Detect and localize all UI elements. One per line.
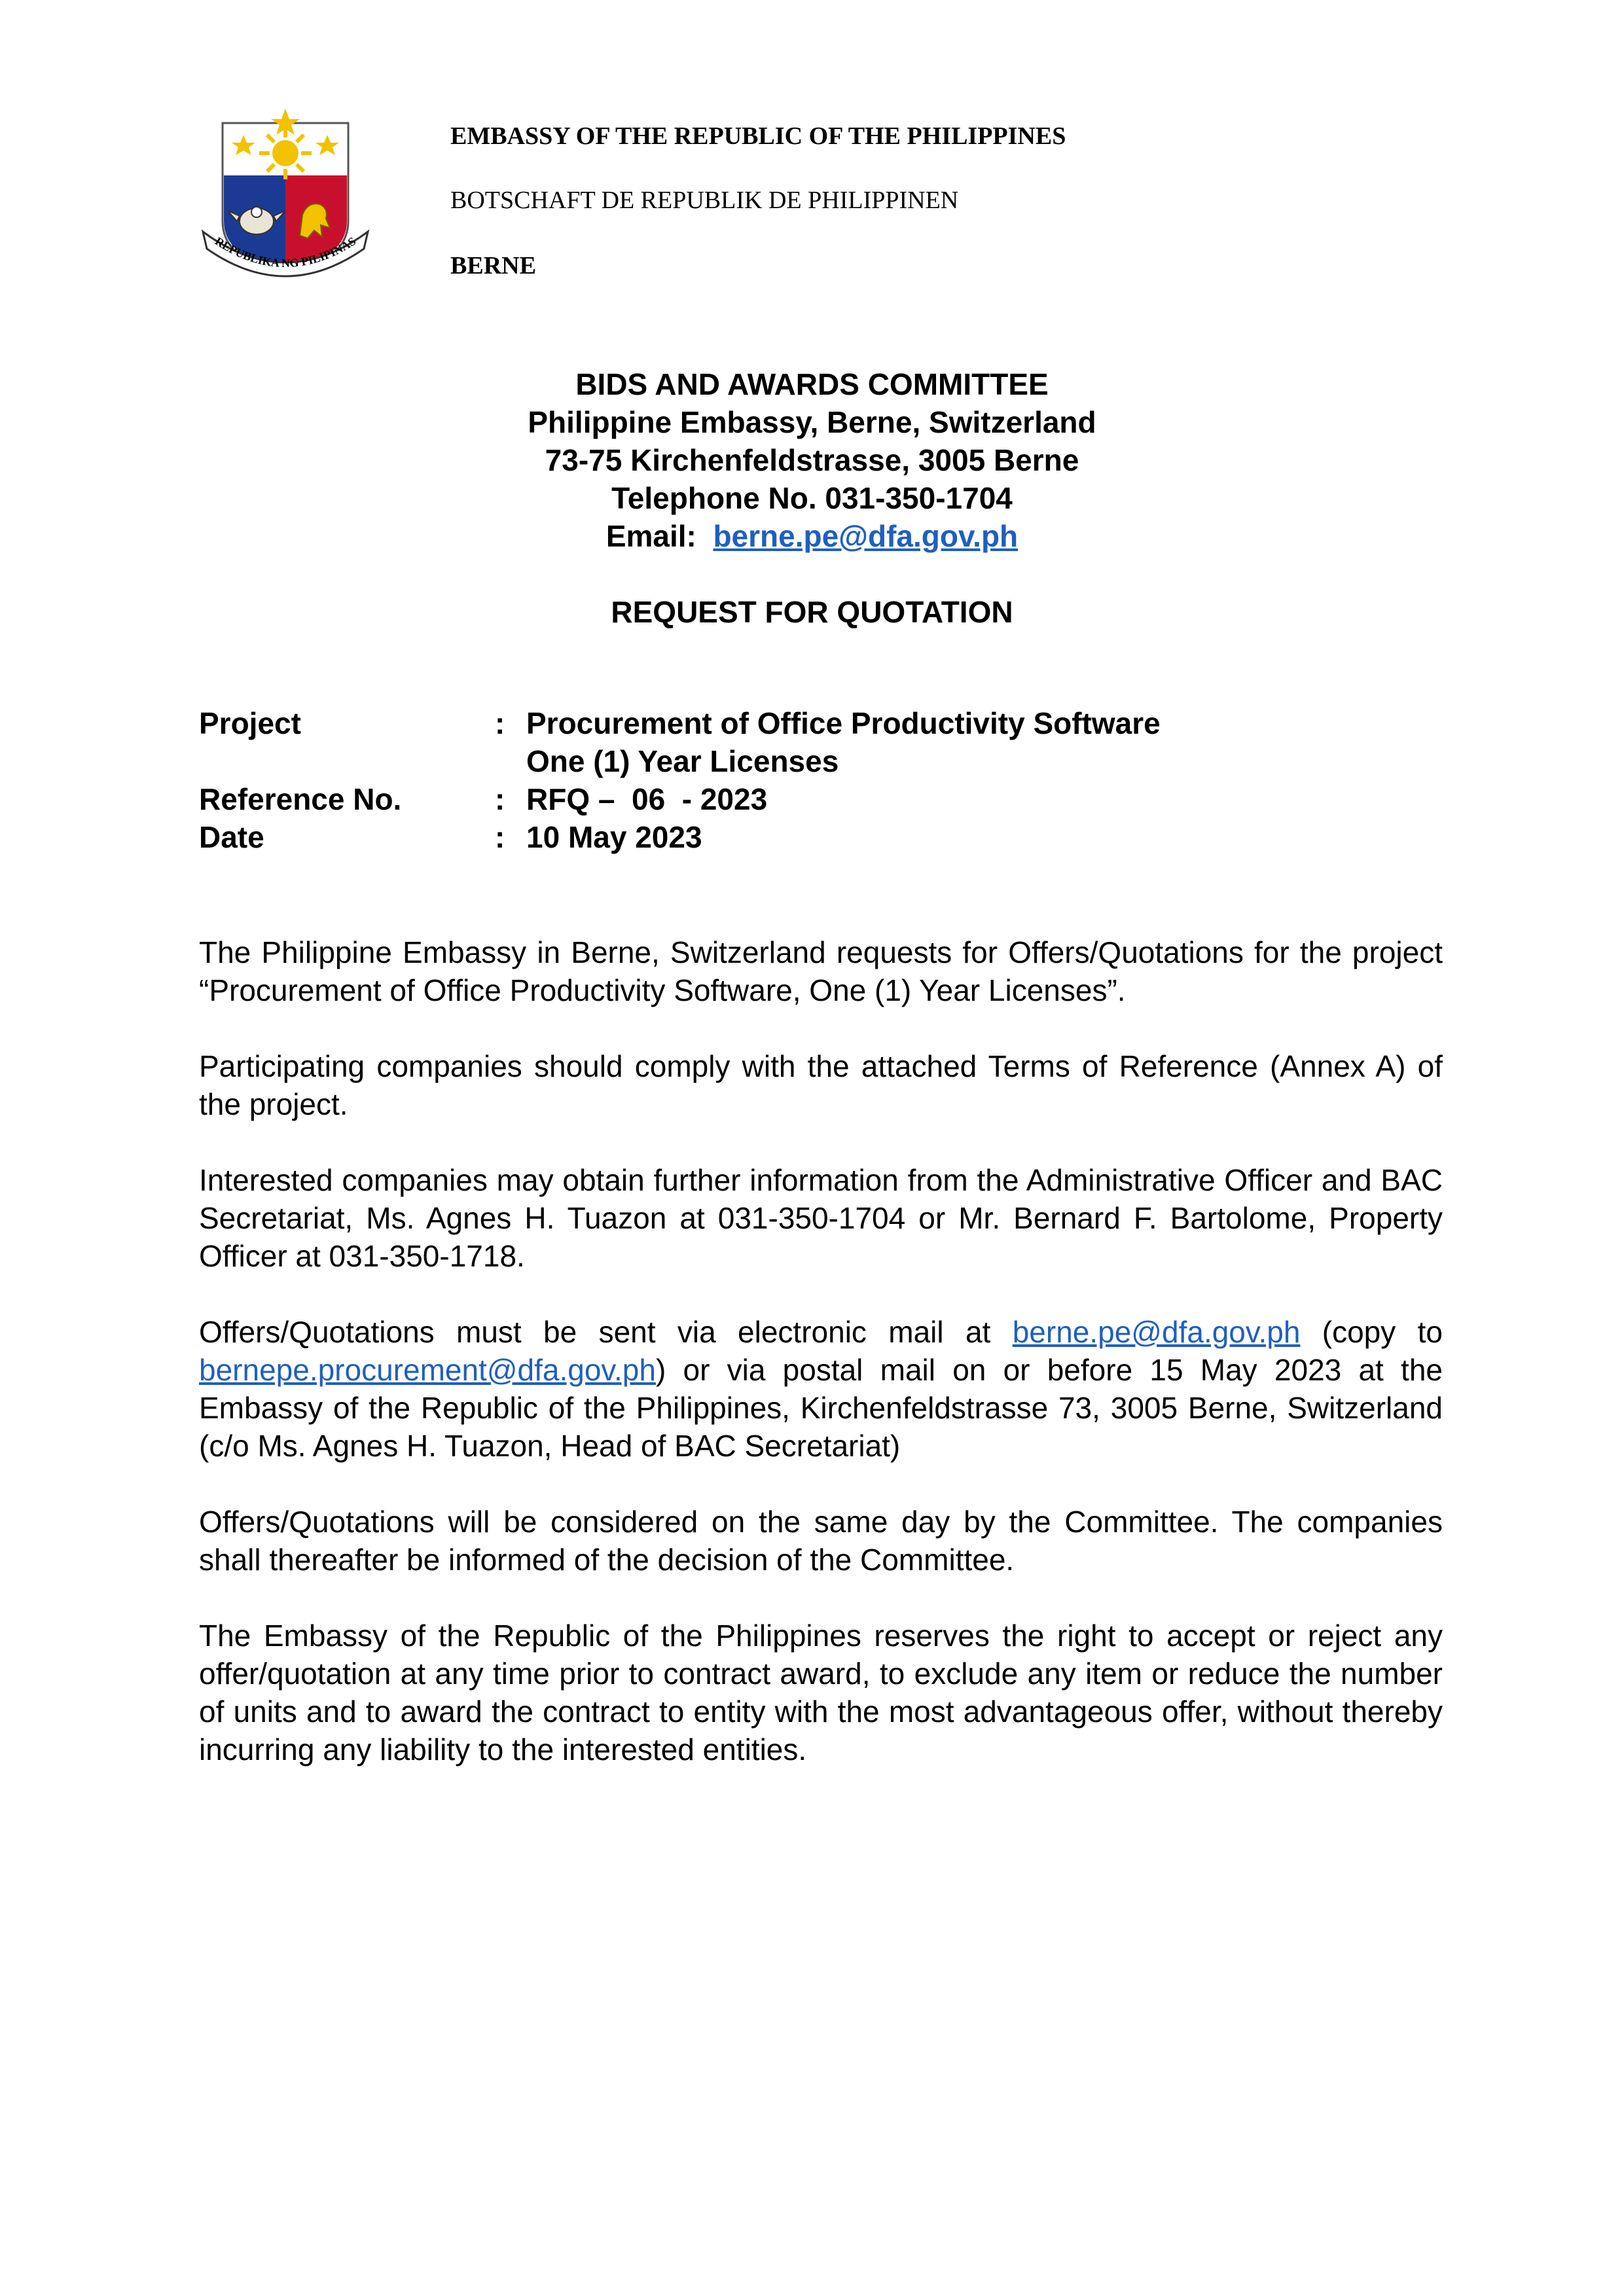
committee-block [0, 365, 1624, 555]
body-paragraph-contacts: Interested companies may obtain further information from the Administrative Officer and BAC Secretariat, Ms. Agnes H. Tuazon at 031-350-1704 or Mr. Bernard F. Bartolome, Property Officer at 031-350-1718. [199, 1163, 1443, 1273]
meta-reference-row [199, 780, 1161, 818]
submission-email-link[interactable]: berne.pe@dfa.gov.ph [1012, 1315, 1301, 1349]
meta-colon: : [495, 706, 505, 740]
procurement-email-link[interactable]: bernepe.procurement@dfa.gov.ph [199, 1353, 656, 1387]
meta-project-row [199, 704, 1161, 742]
body-paragraph-reservation: The Embassy of the Republic of the Philippines reserves the right to accept or reject any offer/quotation at any time prior to contract award, to exclude any item or reduce the number of units and to award the contract to entity with the most advantageous offer, without thereby incurring any liability to the interested entities. [199, 1619, 1443, 1767]
letterhead-city: BERNE [450, 252, 536, 279]
meta-project-label: Project [199, 706, 301, 740]
rfq-meta [199, 704, 1161, 856]
committee-email-line [0, 517, 1624, 555]
meta-date-value: 10 May 2023 [526, 820, 702, 854]
coat-of-arms-icon [196, 97, 374, 288]
submission-text-b: (copy to [1300, 1315, 1443, 1349]
body-paragraph-submission [199, 1313, 1443, 1465]
submission-text-c: ) or via postal mail on or before 15 May 2023 at the Embassy of the Republic of the Philippines, Kirchenfeldstrasse 73, 3005 Berne, Switzerland (c/o Ms. Agnes H. Tuazon, Head of BAC Secretariat) [199, 1353, 1443, 1463]
meta-colon: : [495, 820, 505, 854]
document-title: REQUEST FOR QUOTATION [611, 595, 1013, 629]
committee-email-label: Email: [605, 519, 696, 553]
committee-address: 73-75 Kirchenfeldstrasse, 3005 Berne [545, 443, 1079, 477]
meta-project-value-cont: One (1) Year Licenses [526, 744, 839, 778]
meta-project-value: Procurement of Office Productivity Software [526, 706, 1161, 740]
seal-ribbon-text: REPUBLIKA NG PILIPINAS [212, 234, 359, 270]
committee-email-link[interactable]: berne.pe@dfa.gov.ph [713, 519, 1019, 553]
letter-body [199, 933, 1443, 1806]
letterhead-embassy-name: EMBASSY OF THE REPUBLIC OF THE PHILIPPINES [450, 122, 1066, 150]
meta-date-row [199, 818, 1161, 856]
letterhead [450, 122, 1066, 279]
letterhead-german-name: BOTSCHAFT DE REPUBLIK DE PHILIPPINEN [450, 187, 959, 214]
meta-reference-value: RFQ – 06 - 2023 [526, 782, 768, 816]
body-paragraph-terms: Participating companies should comply with the attached Terms of Reference (Annex A) of the project. [199, 1049, 1443, 1121]
body-paragraph-request: The Philippine Embassy in Berne, Switzerland requests for Offers/Quotations for the project “Procurement of Office Productivity Software, One (1) Year Licenses”. [199, 935, 1443, 1007]
meta-colon: : [495, 782, 505, 816]
meta-reference-label: Reference No. [199, 782, 402, 816]
meta-date-label: Date [199, 820, 264, 854]
submission-text-a: Offers/Quotations must be sent via electronic mail at [199, 1315, 1013, 1349]
committee-office: Philippine Embassy, Berne, Switzerland [528, 405, 1096, 439]
committee-name: BIDS AND AWARDS COMMITTEE [575, 367, 1049, 401]
body-paragraph-evaluation: Offers/Quotations will be considered on the same day by the Committee. The companies shall thereafter be informed of the decision of the Committee. [199, 1505, 1443, 1577]
committee-telephone: Telephone No. 031-350-1704 [611, 481, 1013, 515]
